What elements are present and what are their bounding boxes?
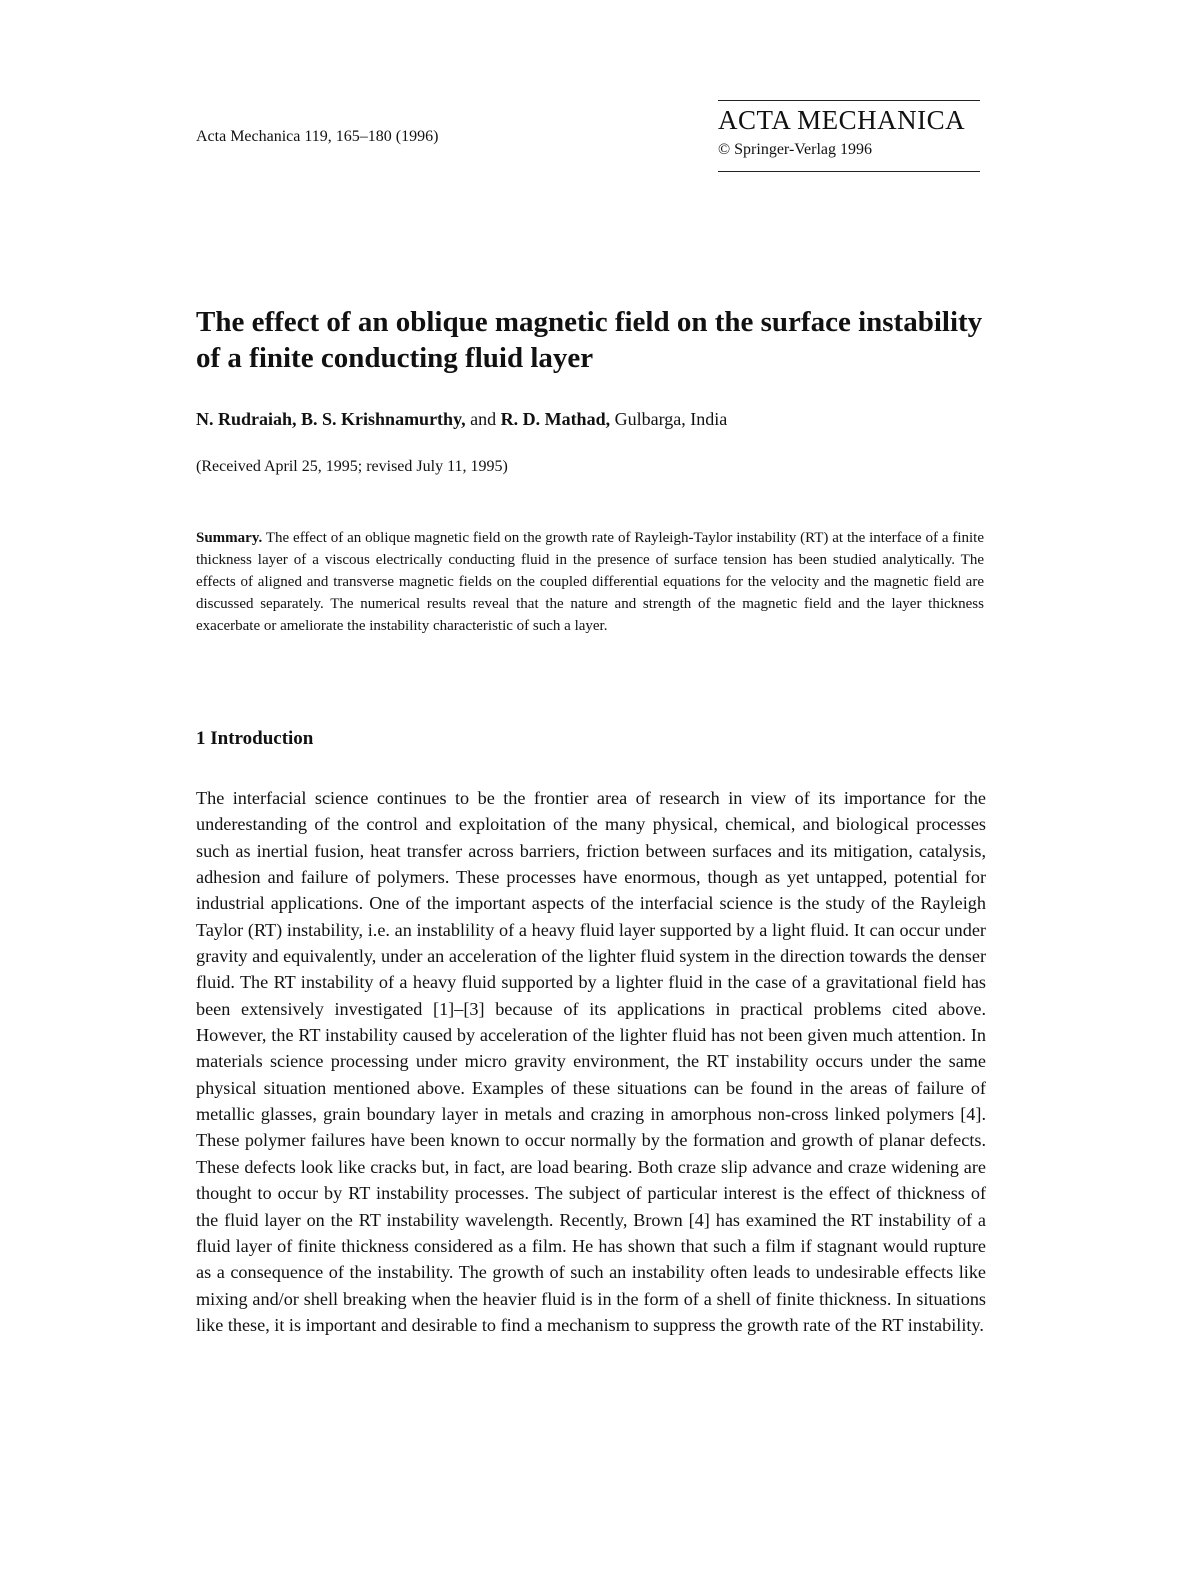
author-name: N. Rudraiah,: [196, 409, 297, 429]
author-name: R. D. Mathad,: [500, 409, 611, 429]
summary-text: The effect of an oblique magnetic field on the growth rate of Rayleigh-Taylor instability (RT) at the interface of a finite thickness layer of a viscous electrically conducting fluid in the presence of surface tension has been studied analytically. The effects of aligned and transverse magnetic fields on the coupled differential equations for the velocity and the magnetic field are discussed separately. The numerical results reveal that the nature and strength of the magnetic field and the layer thickness exacerbate or ameliorate the instability characteristic of such a layer.: [196, 530, 984, 634]
journal-masthead: [718, 100, 980, 172]
section-heading: 1 Introduction: [196, 728, 314, 749]
article-title: The effect of an oblique magnetic field on the surface instability of a finite conducting fluid layer: [196, 306, 983, 374]
journal-name: ACTA MECHANICA: [718, 105, 966, 135]
author-affiliation: Gulbarga, India: [614, 409, 728, 429]
author-line: [196, 409, 727, 430]
introduction-paragraph: The interfacial science continues to be the frontier area of research in view of its importance for the underestanding of the control and exploitation of the many physical, chemical, and biological processes such as inertial fusion, heat transfer across barriers, friction between surfaces and its mitigation, catalysis, adhesion and failure of polymers. These processes have enormous, though as yet untapped, potential for industrial applications. One of the important aspects of the interfacial science is the study of the Rayleigh Taylor (RT) instability, i.e. an instablility of a heavy fluid layer supported by a light fluid. It can occur under gravity and equivalently, under an acceleration of the lighter fluid system in the direction towards the denser fluid. The RT instability of a heavy fluid supported by a lighter fluid in the case of a gravitational field has been extensively investigated [1]–[3] because of its applications in practical problems cited above. However, the RT instability caused by acceleration of the lighter fluid has not been given much attention. In materials science processing under micro gravity environment, the RT instability occurs under the same physical situation mentioned above. Examples of these situations can be found in the areas of failure of metallic glasses, grain boundary layer in metals and crazing in amorphous non-cross linked polymers [4]. These polymer failures have been known to occur normally by the formation and growth of planar defects. These defects look like cracks but, in fact, are load bearing. Both craze slip advance and craze widening are thought to occur by RT instability processes. The subject of particular interest is the effect of thickness of the fluid layer on the RT instability wavelength. Recently, Brown [4] has examined the RT instability of a fluid layer of finite thickness considered as a film. He has shown that such a film if stagnant would rupture as a consequence of the instability. The growth of such an instability often leads to undesirable effects like mixing and/or shell breaking when the heavier fluid is in the form of a shell of finite thickness. In situations like these, it is important and desirable to find a mechanism to suppress the growth rate of the RT instability.: [196, 788, 986, 1335]
author-conjunction: and: [470, 409, 497, 429]
journal-citation: Acta Mechanica 119, 165–180 (1996): [196, 128, 439, 145]
bottom-rule: [718, 171, 980, 172]
copyright-notice: © Springer-Verlag 1996: [718, 141, 873, 158]
received-dates: (Received April 25, 1995; revised July 11, 1995): [196, 458, 508, 475]
summary-paragraph: [196, 527, 984, 637]
author-name: B. S. Krishnamurthy,: [301, 409, 466, 429]
top-rule: [718, 100, 980, 101]
summary-label: Summary.: [196, 530, 263, 546]
